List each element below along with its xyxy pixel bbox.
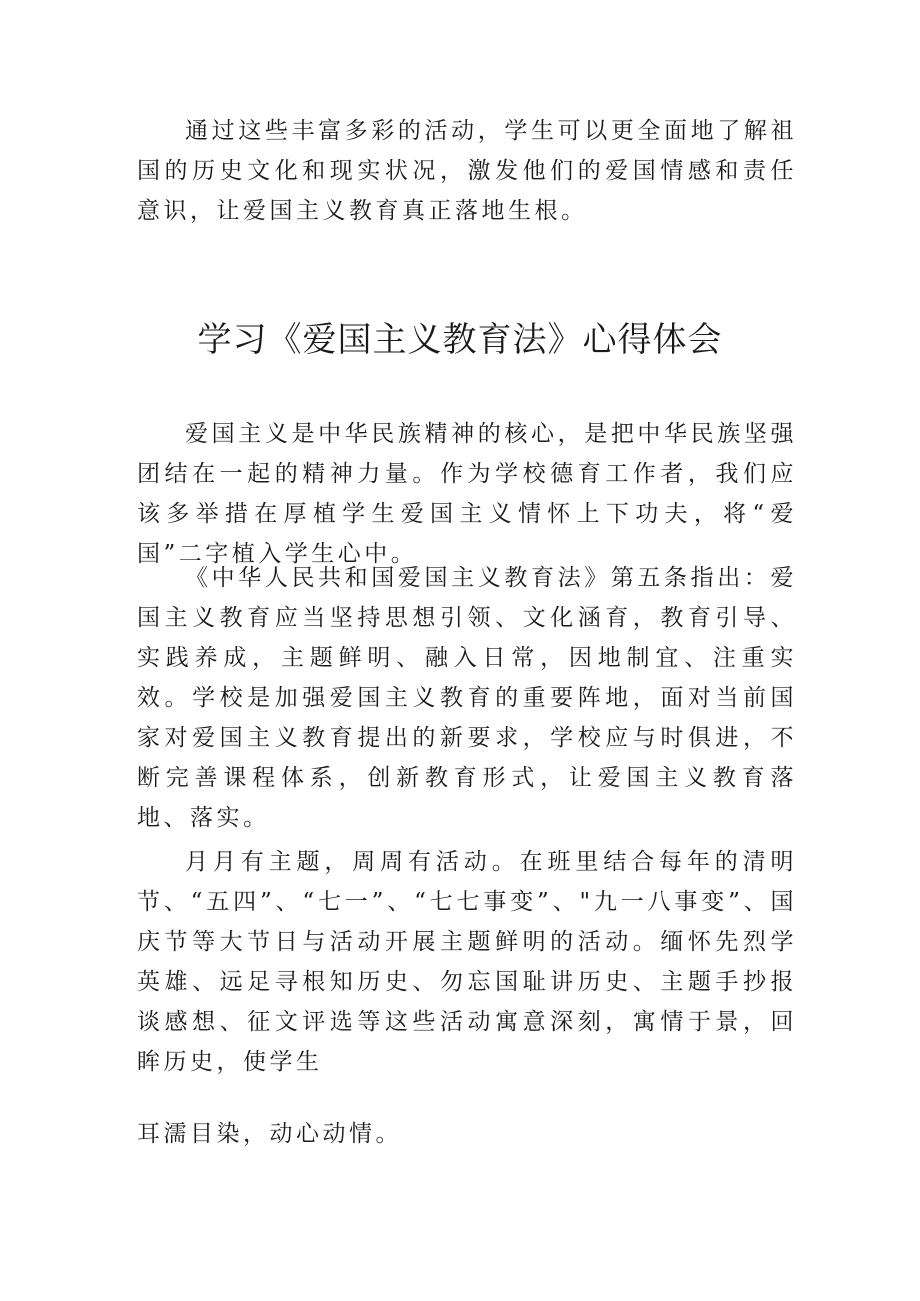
article-title: 学习《爱国主义教育法》心得体会 (197, 320, 723, 360)
intro-paragraph: 通过这些丰富多彩的活动，学生可以更全面地了解祖国的历史文化和现实状况，激发他们的爱国情感和责任意识，让爱国主义教育真正落地生根。 (137, 118, 797, 224)
article-paragraph-3: 月月有主题，周周有活动。在班里结合每年的清明节、“五四”、“七一”、“七七事变”、"九一八事变”、国庆节等大节日与活动开展主题鲜明的活动。缅怀先烈学英雄、远足寻根知历史、勿忘国耻讲历史、主题手抄报谈感想、征文评选等这些活动寓意深刻，寓情于景，回眸历史，使学生 (137, 849, 797, 1075)
article-paragraph-1: 爱国主义是中华民族精神的核心，是把中华民族坚强团结在一起的精神力量。作为学校德育工作者，我们应该多举措在厚植学生爱国主义情怀上下功夫，将“爱国”二字植入学生心中。 (137, 421, 797, 567)
article-paragraph-2: 《中华人民共和国爱国主义教育法》第五条指出：爱国主义教育应当坚持思想引领、文化涵育，教育引导、实践养成，主题鲜明、融入日常，因地制宜、注重实效。学校是加强爱国主义教育的重要阵地，面对当前国家对爱国主义教育提出的新要求，学校应与时俱进，不断完善课程体系，创新教育形式，让爱国主义教育落地、落实。 (137, 565, 797, 831)
closing-fragment: 耳濡目染，动心动情。 (137, 1121, 402, 1147)
